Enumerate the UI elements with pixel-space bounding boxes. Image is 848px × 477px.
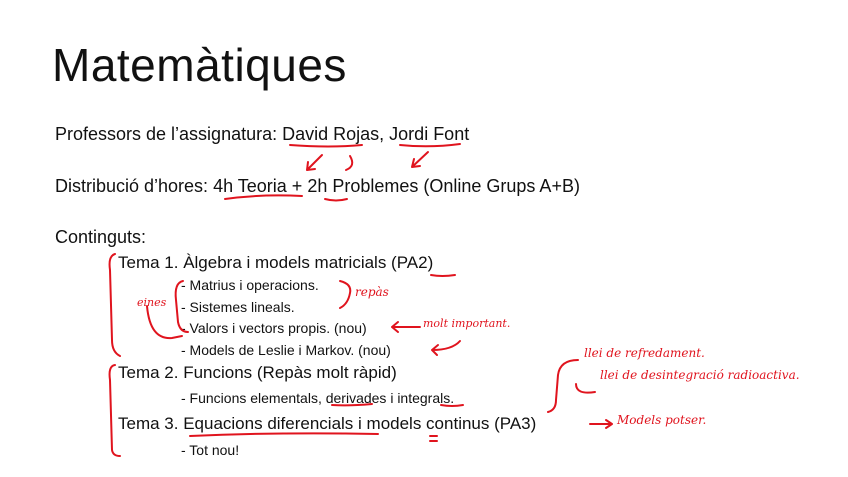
annotation-llei-desintegracio: llei de desintegració radioactiva. bbox=[600, 368, 800, 382]
bracket-repas bbox=[340, 281, 350, 308]
list-item: - Tot nou! bbox=[181, 442, 240, 458]
list-item: - Matrius i operacions. bbox=[181, 277, 319, 293]
arrow-models bbox=[590, 420, 612, 428]
topic-1-tag: PA2 bbox=[396, 253, 428, 272]
arrow-mark bbox=[346, 156, 352, 170]
arrow-llei-1 bbox=[576, 384, 595, 393]
slide-title: Matemàtiques bbox=[52, 39, 347, 91]
hours-line bbox=[55, 176, 580, 197]
topic-3-title: Tema 3. Equacions diferencials i models continus (PA3) bbox=[118, 414, 537, 433]
equals-mark bbox=[430, 436, 437, 441]
topic-2-title: Tema 2. Funcions (Repàs molt ràpid) bbox=[118, 363, 397, 382]
topic-1-title: Tema 1. Àlgebra i models matricials (PA2) bbox=[118, 253, 434, 272]
bracket-link bbox=[147, 306, 182, 338]
list-item: - Funcions elementals, derivades i integrals. bbox=[181, 390, 455, 406]
annotation-models-potser: Models potser. bbox=[617, 413, 707, 427]
annotation-eines: eines bbox=[137, 296, 167, 309]
separator: , bbox=[379, 124, 390, 144]
underline-2h bbox=[325, 199, 347, 201]
arrow-important bbox=[392, 322, 420, 332]
list-item: - Valors i vectors propis. (nou) bbox=[181, 320, 367, 336]
topic-3-underlined: Equacions diferencials bbox=[183, 414, 354, 433]
plus-sign: + bbox=[286, 176, 308, 196]
list-item: - Models de Leslie i Markov. (nou) bbox=[181, 342, 391, 358]
professors-line bbox=[55, 124, 469, 145]
professor-name: David Rojas bbox=[282, 124, 380, 144]
arrow-mark bbox=[412, 152, 428, 167]
professors-label: Professors de l’assignatura: bbox=[55, 124, 283, 144]
contents-label: Continguts: bbox=[55, 227, 147, 247]
underline-pa2 bbox=[431, 275, 455, 276]
annotation-llei-refredament: llei de refredament. bbox=[584, 346, 705, 360]
problems-hours: 2h bbox=[307, 176, 328, 196]
annotation-repas: repàs bbox=[355, 285, 389, 299]
list-item: - Sistemes lineals. bbox=[181, 299, 295, 315]
theory-hours: 4h Teoria bbox=[213, 176, 287, 196]
problems-text: Problemes (Online Grups A+B) bbox=[327, 176, 580, 196]
arrow-mark bbox=[307, 155, 322, 170]
underline-david-rojas bbox=[290, 145, 362, 147]
hours-label: Distribució d’hores: bbox=[55, 176, 214, 196]
annotation-molt-important: molt important. bbox=[423, 317, 511, 330]
professor-name: Jordi Font bbox=[389, 124, 470, 144]
bracket-laws bbox=[548, 360, 578, 412]
arrow-leslie bbox=[432, 341, 460, 355]
